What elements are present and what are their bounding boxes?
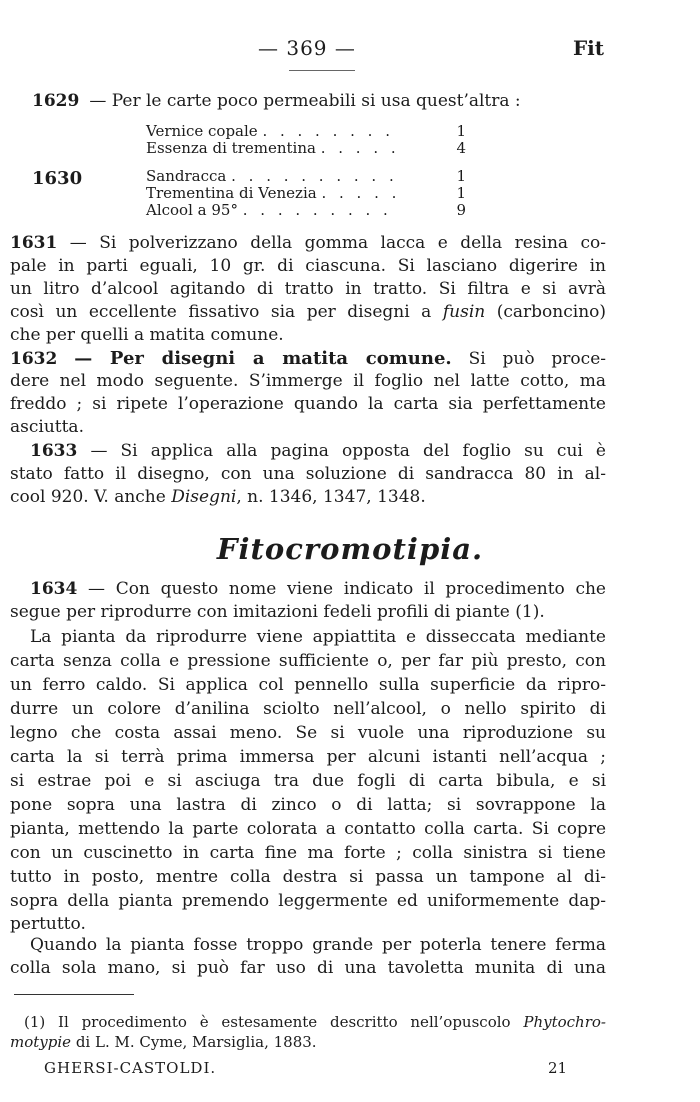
- line-text: così un eccellente fissativo sia per disegni a: [10, 302, 432, 322]
- ingredient: Sandracca: [146, 167, 227, 185]
- paragraph-line: pianta, mettendo la parte colorata a contatto colla carta. Si copre: [10, 819, 606, 839]
- recipe-row: [146, 123, 466, 140]
- entry-1629: [32, 91, 521, 111]
- running-head: Fit: [572, 36, 604, 60]
- italic-term: fusin: [442, 302, 486, 322]
- entry-text: — Per le carte poco permeabili si usa quest’altra :: [89, 91, 521, 111]
- footnote-italic: motypie: [10, 1033, 72, 1051]
- section-title: Fitocromotipia.: [216, 532, 484, 566]
- quantity: 4: [456, 139, 466, 157]
- ingredient: Trementina di Venezia: [146, 184, 317, 202]
- paragraph-line: stato fatto il disegno, con una soluzione di sandracca 80 in al-: [10, 464, 606, 484]
- entry-heading: — Per disegni a matita comune.: [74, 348, 452, 369]
- italic-term: Disegni: [171, 487, 237, 507]
- footnote-text: (1) Il procedimento è estesamente descritto nell’opuscolo: [24, 1013, 511, 1031]
- paragraph-line: con un cuscinetto in carta fine ma forte ; colla sinistra si tiene: [10, 843, 606, 863]
- paragraph-line: pone sopra una lastra di zinco o di latta; si sovrappone la: [10, 795, 606, 815]
- footnote-line: [24, 1012, 606, 1032]
- line-text: cool 920. V. anche: [10, 487, 166, 507]
- printer-signature: GHERSI-CASTOLDI.: [44, 1059, 217, 1077]
- footnote-rule: [14, 994, 134, 995]
- quantity: 9: [456, 201, 466, 219]
- line-text: — Con questo nome viene indicato il procedimento che: [88, 579, 606, 599]
- paragraph-line: [10, 578, 606, 601]
- paragraph-line: [10, 486, 606, 509]
- paragraph-line: asciutta.: [10, 417, 84, 437]
- leader-dots: . . . . . . . . . .: [231, 167, 398, 185]
- recipe-row: [146, 185, 466, 202]
- paragraph-line: [10, 347, 606, 371]
- recipe-table-1629: [146, 123, 466, 157]
- paragraph-line: tutto in posto, mentre colla destra si passa un tampone al di-: [10, 867, 606, 887]
- paragraph-line: colla sola mano, si può far uso di una tavoletta munita di una: [10, 958, 606, 978]
- page-header: [0, 36, 700, 66]
- paragraph-line: si estrae poi e si asciuga tra due fogli di carta bibula, e si: [10, 771, 606, 791]
- ingredient: Essenza di trementina: [146, 139, 316, 157]
- paragraph-line: segue per riprodurre con imitazioni fedeli profili di piante (1).: [10, 602, 545, 622]
- paragraph-line: un litro d’alcool agitando di tratto in tratto. Si filtra e si avrà: [10, 279, 606, 299]
- paragraph-line: pale in parti eguali, 10 gr. di ciascuna. Si lasciano digerire in: [10, 256, 606, 276]
- leader-dots: . . . . .: [320, 139, 400, 157]
- paragraph-line: legno che costa assai meno. Se si vuole una riproduzione su: [10, 723, 606, 743]
- paragraph-line: carta senza colla e pressione sufficiente o, per far più presto, con: [10, 651, 606, 671]
- recipe-row: [146, 168, 466, 185]
- recipe-table-1630: [146, 168, 466, 219]
- leader-dots: . . . . .: [321, 184, 401, 202]
- leader-dots: . . . . . . . . .: [242, 201, 392, 219]
- paragraph-line: dere nel modo seguente. S’immerge il foglio nel latte cotto, ma: [10, 371, 606, 391]
- entry-number: 1634: [30, 579, 78, 599]
- paragraph-line: durre un colore d’anilina sciolto nell’alcool, o nello spirito di: [10, 699, 606, 719]
- line-text: — Si polverizzano della gomma lacca e della resina co-: [69, 233, 607, 253]
- paragraph-line: freddo ; si ripete l’operazione quando la carta sia perfettamente: [10, 394, 606, 414]
- paragraph-line: Quando la pianta fosse troppo grande per poterla tenere ferma: [30, 935, 606, 955]
- line-text: Si può proce-: [468, 349, 606, 369]
- entry-number: 1631: [10, 233, 58, 253]
- paragraph-line: sopra della pianta premendo leggermente ed uniformemente dap-: [10, 891, 606, 911]
- sheet-signature: 21: [548, 1059, 568, 1077]
- ingredient: Vernice copale: [146, 122, 258, 140]
- entry-number: 1632: [10, 349, 58, 369]
- recipe-row: [146, 140, 466, 157]
- paragraph-line: carta la si terrà prima immersa per alcuni istanti nell’acqua ;: [10, 747, 606, 767]
- line-text: , n. 1346, 1347, 1348.: [236, 487, 426, 507]
- recipe-row: [146, 202, 466, 219]
- paragraph-line: [10, 301, 606, 324]
- line-text: — Si applica alla pagina opposta del foglio su cui è: [90, 441, 606, 461]
- header-rule: [289, 70, 355, 71]
- leader-dots: . . . . . . . .: [262, 122, 394, 140]
- page-number: — 369 —: [258, 36, 356, 60]
- paragraph-line: [10, 440, 606, 463]
- quantity: 1: [456, 167, 466, 185]
- paragraph-line: La pianta da riprodurre viene appiattita e disseccata mediante: [30, 627, 606, 647]
- ingredient: Alcool a 95°: [146, 201, 238, 219]
- line-text: (carboncino): [496, 302, 607, 322]
- footnote-text: di L. M. Cyme, Marsiglia, 1883.: [75, 1033, 317, 1051]
- entry-number: 1629: [32, 91, 80, 111]
- entry-number: 1633: [30, 441, 78, 461]
- paragraph-line: pertutto.: [10, 914, 86, 934]
- paragraph-line: che per quelli a matita comune.: [10, 325, 284, 345]
- paragraph-line: [10, 232, 606, 255]
- paragraph-line: un ferro caldo. Si applica col pennello sulla superficie da ripro-: [10, 675, 606, 695]
- quantity: 1: [456, 122, 466, 140]
- footnote-line: [10, 1032, 592, 1052]
- quantity: 1: [456, 184, 466, 202]
- entry-number-1630: 1630: [32, 168, 83, 189]
- footnote-italic: Phytochro-: [523, 1013, 606, 1031]
